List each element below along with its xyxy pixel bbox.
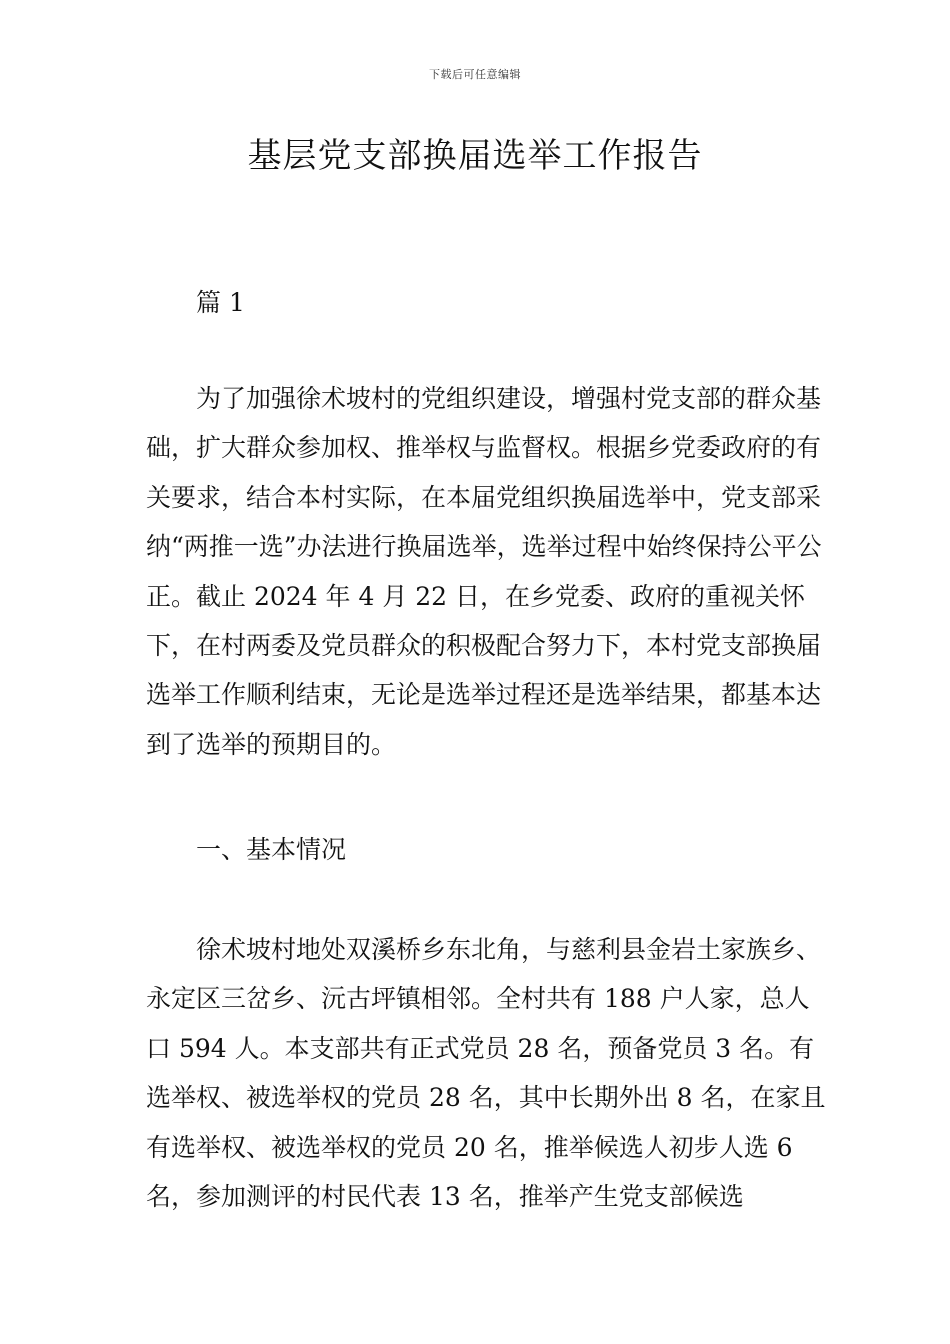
- paragraph: 徐术坡村地处双溪桥乡东北角，与慈利县金岩土家族乡、永定区三岔乡、沅古坪镇相邻。全村共有 188 户人家，总人口 594 人。本支部共有正式党员 28 名，预备党员 3 名。有选举权、被选举权的党员 28 名，其中长期外出 8 名，在家且有选举权、被选举权的党员 20 名，推举候选人初步人选 6 名，参加测评的村民代表 13 名，推举产生党支部候选: [146, 935, 826, 1212]
- paragraph: 为了加强徐术坡村的党组织建设，增强村党支部的群众基础，扩大群众参加权、推举权与监督权。根据乡党委政府的有关要求，结合本村实际，在本届党组织换届选举中，党支部采纳“两推一选”办法进行换届选举，选举过程中始终保持公平公正。截止 2024 年 4 月 22 日，在乡党委、政府的重视关怀下，在村两委及党员群众的积极配合努力下，本村党支部换届选举工作顺利结束，无论是选举过程还是选举结果，都基本达到了选举的预期目的。: [146, 384, 822, 759]
- header-note: 下载后可任意编辑: [429, 68, 521, 81]
- section-heading: 一、基本情况: [196, 835, 347, 864]
- document-title: 基层党支部换届选举工作报告: [247, 136, 703, 176]
- part-label: 篇 1: [196, 288, 245, 317]
